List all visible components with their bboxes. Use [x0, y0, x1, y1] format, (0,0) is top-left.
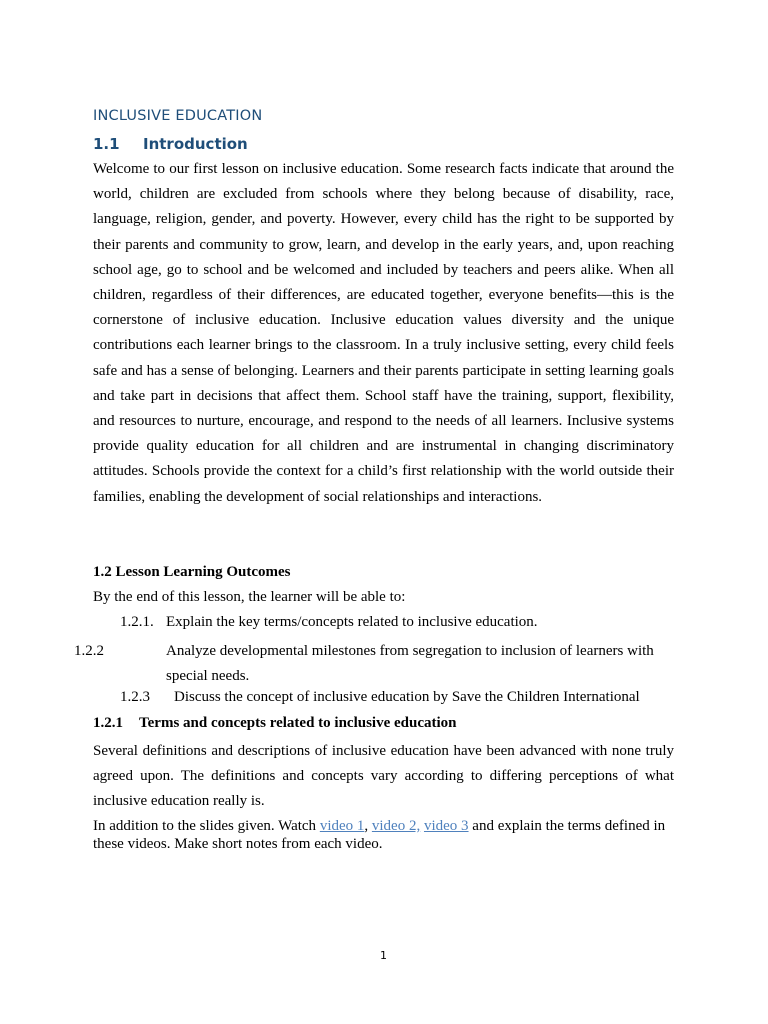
outcome-item: [120, 689, 674, 706]
document-title: INCLUSIVE EDUCATION: [93, 108, 263, 124]
outcome-number: 1.2.3: [120, 689, 150, 705]
intro-heading: [93, 135, 248, 153]
watch-text-before: In addition to the slides given. Watch: [93, 818, 320, 834]
watch-text-after: and explain the terms defined in these videos. Make short notes from each video.: [93, 818, 666, 852]
document-page: [74, 0, 674, 1024]
outcomes-heading: 1.2 Lesson Learning Outcomes: [93, 564, 291, 580]
watch-separator: ,: [364, 818, 372, 834]
terms-heading: [93, 715, 457, 732]
terms-heading-text: Terms and concepts related to inclusive education: [139, 715, 457, 731]
intro-paragraph: Welcome to our first lesson on inclusive education. Some research facts indicate that around the world, children are excluded from schools where they belong because of disability, race, language, religion, gender, and poverty. However, every child has the right to be supported by their parents and community to grow, learn, and develop in the early years, and, upon reaching school age, go to school and be welcomed and included by teachers and peers alike. When all children, regardless of their differences, are educated together, everyone benefits—this is the cornerstone of inclusive education. Inclusive education values diversity and the unique contributions each learner brings to the classroom. In a truly inclusive setting, every child feels safe and has a sense of belonging. Learners and their parents participate in setting learning goals and take part in decisions that affect them. School staff have the training, support, flexibility, and resources to nurture, encourage, and respond to the needs of all learners. Inclusive systems provide quality education for all children and are instrumental in changing discriminatory attitudes. Schools provide the context for a child’s first relationship with the world outside their families, enabling the development of social relationships and interactions.: [93, 161, 674, 505]
video-3-link[interactable]: video 3: [423, 818, 469, 834]
outcome-item: [120, 614, 674, 631]
terms-heading-number: 1.2.1: [93, 715, 123, 731]
outcome-item: [74, 639, 674, 689]
video-2-link[interactable]: video 2,: [371, 818, 421, 834]
outcome-number: 1.2.1.: [120, 614, 154, 630]
outcome-number: 1.2.2: [74, 643, 104, 659]
definitions-paragraph: Several definitions and descriptions of inclusive education have been advanced with none truly agreed upon. The definitions and concepts vary according to differing perceptions of what inclusive education really is.: [93, 743, 674, 810]
outcome-text: Discuss the concept of inclusive education by Save the Children International: [174, 689, 640, 705]
video-1-link[interactable]: video 1: [319, 818, 365, 834]
outcome-text: Explain the key terms/concepts related to inclusive education.: [166, 614, 538, 630]
page-number: 1: [380, 949, 387, 962]
intro-heading-number: 1.1: [93, 135, 120, 153]
watch-paragraph: [93, 818, 674, 853]
outcome-text: Analyze developmental milestones from segregation to inclusion of learners with special needs.: [166, 643, 654, 685]
outcomes-intro: By the end of this lesson, the learner will be able to:: [93, 589, 406, 605]
intro-heading-text: Introduction: [143, 135, 248, 153]
